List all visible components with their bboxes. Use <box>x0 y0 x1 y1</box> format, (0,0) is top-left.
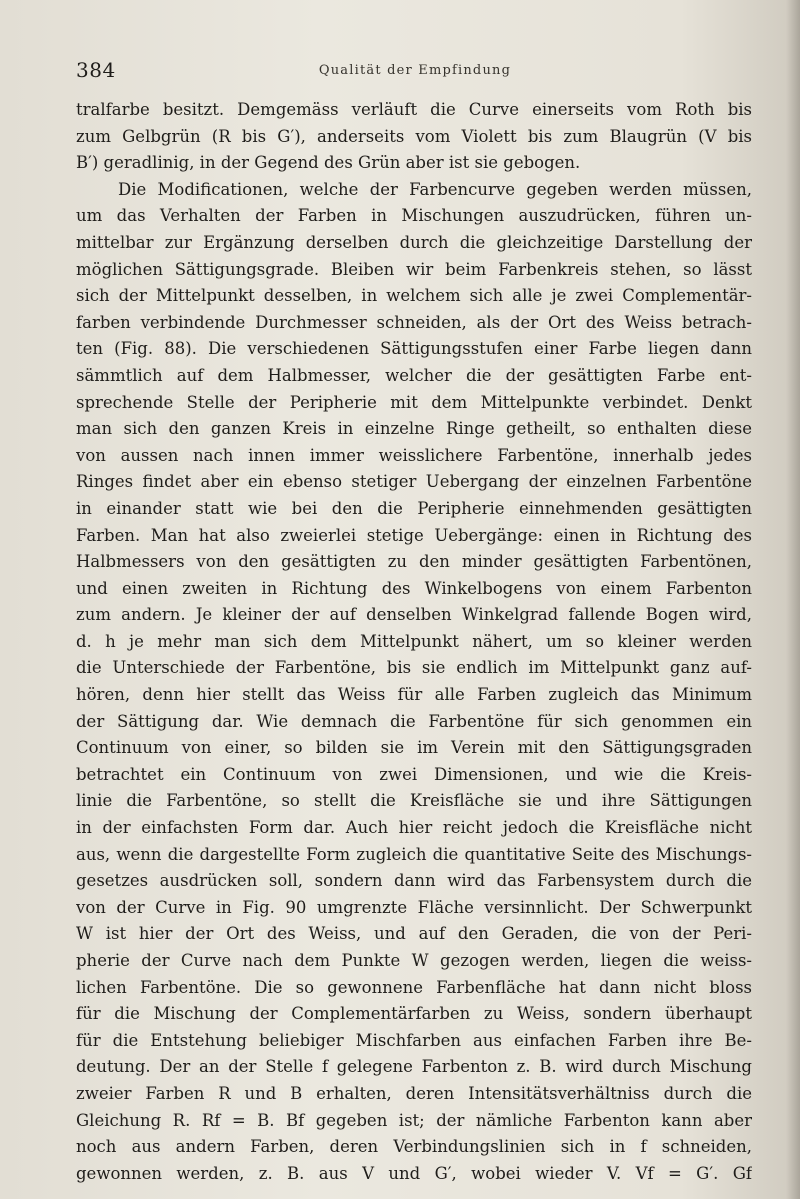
text-line: in einander statt wie bei den die Peripherie einnehmenden gesättigten <box>76 498 752 518</box>
text-line: der Sättigung dar. Wie demnach die Farbentöne für sich genommen ein <box>76 711 752 731</box>
text-line: in der einfachsten Form dar. Auch hier reicht jedoch die Kreisfläche nicht <box>76 818 752 838</box>
text-line: möglichen Sättigungsgrade. Bleiben wir beim Farbenkreis stehen, so lässt <box>76 259 752 279</box>
text-line: und einen zweiten in Richtung des Winkelbogens von einem Farbenton <box>76 578 752 598</box>
text-line: ten (Fig. 88). Die verschiedenen Sättigungsstufen einer Farbe liegen dann <box>76 339 752 359</box>
text-line: gesetzes ausdrücken soll, sondern dann wird das Farbensystem durch die <box>76 871 752 891</box>
text-line: tralfarbe besitzt. Demgemäss verläuft die Curve einerseits vom Roth bis <box>76 100 752 119</box>
text-line: sprechende Stelle der Peripherie mit dem Mittelpunkte verbindet. Denkt <box>76 392 752 412</box>
text-line: Die Modificationen, welche der Farbencurve gegeben werden müssen, <box>118 179 752 199</box>
text-line: sich der Mittelpunkt desselben, in welchem sich alle je zwei Complementär- <box>76 286 752 306</box>
text-line: für die Entstehung beliebiger Mischfarben aus einfachen Farben ihre Be- <box>76 1030 752 1050</box>
text-line: zweier Farben R und B erhalten, deren Intensitätsverhältniss durch die <box>76 1083 752 1103</box>
text-line: hören, denn hier stellt das Weiss für alle Farben zugleich das Minimum <box>76 685 752 705</box>
text-line: Farben. Man hat also zweierlei stetige Uebergänge: einen in Richtung des <box>76 525 752 545</box>
text-line: lichen Farbentöne. Die so gewonnene Farbenfläche hat dann nicht bloss <box>76 977 752 997</box>
text-line: zum andern. Je kleiner der auf denselben Winkelgrad fallende Bogen wird, <box>76 605 752 625</box>
text-line: zum Gelbgrün (R bis G′), anderseits vom Violett bis zum Blaugrün (V bis <box>76 126 752 146</box>
text-line: Halbmessers von den gesättigten zu den minder gesättigten Farbentönen, <box>76 552 752 572</box>
text-line: noch aus andern Farben, deren Verbindungslinien sich in f schneiden, <box>76 1137 752 1157</box>
text-line: die Unterschiede der Farbentöne, bis sie endlich im Mittelpunkt ganz auf- <box>76 658 752 678</box>
text-line: pherie der Curve nach dem Punkte W gezogen werden, liegen die weiss- <box>76 951 752 970</box>
text-line: man sich den ganzen Kreis in einzelne Ringe getheilt, so enthalten diese <box>76 419 752 439</box>
page-spine-shadow <box>786 0 800 1199</box>
text-line: Continuum von einer, so bilden sie im Verein mit den Sättigungsgraden <box>76 738 752 758</box>
text-line: B′) geradlinig, in der Gegend des Grün aber ist sie gebogen. <box>76 153 581 173</box>
text-line: farben verbindende Durchmesser schneiden, als der Ort des Weiss betrach- <box>76 312 752 332</box>
text-line: deutung. Der an der Stelle f gelegene Farbenton z. B. wird durch Mischung <box>76 1057 752 1077</box>
text-line: für die Mischung der Complementärfarben zu Weiss, sondern überhaupt <box>76 1004 752 1024</box>
body-text <box>76 97 752 1187</box>
page-header <box>76 58 754 86</box>
text-line: linie die Farbentöne, so stellt die Kreisfläche sie und ihre Sättigungen <box>76 791 752 811</box>
text-line: W ist hier der Ort des Weiss, und auf den Geraden, die von der Peri- <box>76 924 752 944</box>
text-line: gewonnen werden, z. B. aus V und G′, wobei wieder V. Vf = G′. Gf <box>76 1163 752 1183</box>
text-line: von der Curve in Fig. 90 umgrenzte Fläche versinnlicht. Der Schwerpunkt <box>76 897 752 917</box>
text-line: betrachtet ein Continuum von zwei Dimensionen, und wie die Kreis- <box>76 764 752 784</box>
text-line: aus, wenn die dargestellte Form zugleich die quantitative Seite des Mischungs- <box>76 844 752 864</box>
running-title: Qualität der Empfindung <box>318 63 512 78</box>
page-number: 384 <box>76 58 116 82</box>
text-line: um das Verhalten der Farben in Mischungen auszudrücken, führen un- <box>76 206 752 226</box>
text-line: mittelbar zur Ergänzung derselben durch die gleichzeitige Darstellung der <box>76 232 752 252</box>
text-line: von aussen nach innen immer weisslichere Farbentöne, innerhalb jedes <box>76 445 752 465</box>
text-line: Ringes findet aber ein ebenso stetiger Uebergang der einzelnen Farbentöne <box>76 472 752 492</box>
text-line: sämmtlich auf dem Halbmesser, welcher die der gesättigten Farbe ent- <box>76 365 752 385</box>
text-line: d. h je mehr man sich dem Mittelpunkt nähert, um so kleiner werden <box>76 631 752 651</box>
text-line: Gleichung R. Rf = B. Bf gegeben ist; der nämliche Farbenton kann aber <box>76 1110 752 1130</box>
